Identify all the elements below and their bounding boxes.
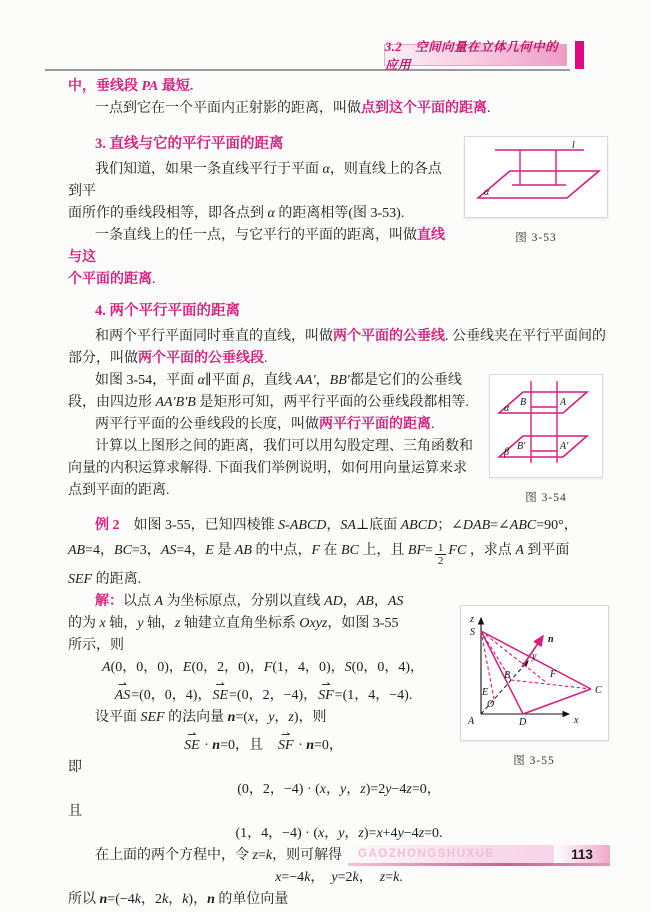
text-segment: =( [235,710,248,725]
text-segment: (0，2，−4) · ( [237,782,320,797]
text-segment: ， [274,710,289,725]
solution-left-column [68,591,458,779]
text-segment: x [319,782,327,797]
label-F: F [549,669,556,680]
text-segment: 的距离相等(图 3-53). [274,206,405,221]
text-segment: ；∠ [437,518,463,533]
chapter-section-banner [384,40,567,72]
text-segment: k [265,848,273,863]
text-segment: 我们知道，如果一条直线平行于平面 [95,162,323,177]
text-segment: . 公垂线夹在平行平面间的 [445,329,606,344]
text-segment: 直线与这 [68,228,445,265]
text-segment: 的距离. [92,572,142,587]
text-segment: AA′B′B [155,395,196,410]
text-segment: S-ABCD [278,518,327,533]
dot-product-line [68,729,458,757]
text-segment: 点到这个平面的距离 [361,101,487,116]
text-segment: · [200,738,213,753]
text-segment: . [152,272,156,287]
text-segment: 轴， [105,616,138,631]
equation-3 [68,867,610,889]
text-segment: · [294,738,307,753]
text-segment: BB′ [329,373,350,388]
text-segment: BF [407,543,426,558]
label-n: n [547,634,554,645]
text-line [68,613,458,635]
text-segment: 是 [213,543,235,558]
text-segment: . [264,351,268,366]
vector-symbol: SE ⇀ [183,735,201,757]
text-segment: 两平行平面的公垂线段的长度，叫做 [95,417,319,432]
text-segment: α [197,373,206,388]
text-segment: A [154,594,164,609]
solution-line-1 [68,591,458,613]
text-segment: z [174,616,181,631]
text-segment: ， [310,870,332,885]
text-segment: DAB [462,518,491,533]
footer-brand: GAOZHONGSHUXUE [358,848,495,860]
figure-3-53 [462,136,610,249]
text-segment: (0，0，0)， [110,660,183,675]
text-segment: 所示，则 [68,638,124,653]
text-segment: 一条直线上的任一点，与它平行的平面的距离，叫做 [95,228,417,243]
text-segment: =90°， [536,518,578,533]
text-segment: AA′ [295,373,316,388]
text-segment: β [243,373,250,388]
text-segment: (0，0，4)， [351,660,424,675]
text-segment: AB [68,543,86,558]
text-segment: y [137,616,144,631]
text-segment: 是矩形可知，两平行平面的公垂线段都相等. [195,395,469,410]
text-segment: =∠ [490,518,510,533]
section-3-heading: 3. 直线与它的平行平面的距离 [95,136,284,152]
vectors-line [68,679,458,707]
vector-symbol: SF ⇀ [317,685,335,707]
figure-3-53-drawing [468,140,604,206]
text-segment: z [379,870,386,885]
conclusion-line [68,889,610,911]
label-z: z [469,614,474,625]
text-segment: AD [324,594,343,609]
text-segment: 如图 3-54，平面 [95,373,198,388]
text-segment: y [340,782,347,797]
example-line-2 [68,537,610,569]
figure-3-53-caption: 图 3-53 [515,232,557,244]
text-segment: 的为 [68,616,100,631]
text-segment: 如图 3-55，已知四棱锥 [119,518,279,533]
text-segment: FC [448,543,467,558]
text-segment: 轴， [143,616,175,631]
equation-2 [68,823,610,845]
text-segment: z [406,782,412,797]
text-segment: Oxyz [299,616,328,631]
text-segment: A [102,660,111,675]
text-segment: 中，垂线段 [68,79,142,94]
text-segment: 和两个平行平面同时垂直的直线，叫做 [95,329,333,344]
text-segment: (1，4，0)， [272,660,345,675]
text-segment: = [385,870,394,885]
text-segment: . [487,101,491,116]
text-segment: 两个平面的公垂线段 [138,351,264,366]
page-header [45,36,610,76]
text-segment: 且 [68,804,82,819]
text-segment: x [275,870,282,885]
text-segment: −4 [403,826,419,841]
text-line [68,635,458,657]
page-footer [348,845,610,863]
text-segment: 计算以上图形之间的距离，我们可以用勾股定理、三角函数和 [95,439,473,454]
figure-3-54-drawing [493,378,599,466]
figure-3-54-caption: 图 3-54 [525,492,567,504]
text-segment: )，则 [293,710,327,725]
text-segment: F [263,660,273,675]
section-4 [68,300,610,511]
text-segment: ，如图 3-55 [327,616,399,631]
text-segment: =2 [337,870,353,885]
text-segment: . [399,870,403,885]
text-segment: ，则直线上的各点到平 [68,162,442,199]
example-line-3 [68,569,610,591]
page-number: 113 [554,845,610,863]
text-segment: =−4 [281,870,305,885]
text-segment: z [288,710,294,725]
label-l: l [572,140,575,151]
text-segment: ， [326,782,341,797]
label-B-prime: B′ [517,441,526,452]
text-segment: y [397,826,404,841]
text-segment: 最短. [158,79,194,94]
text-segment: ， [344,826,359,841]
label-beta: β [504,447,509,458]
text-segment: BC [114,543,132,558]
label-x: x [573,715,578,726]
text-segment: 以点 [123,594,155,609]
text-segment: F [311,543,321,558]
text-segment: ABCD [400,518,438,533]
text-segment: SEF [68,572,93,587]
text-segment: ， [315,373,330,388]
text-segment: y [385,782,392,797]
text-segment: ，求点 [466,543,516,558]
text-segment: AS [387,594,404,609]
text-segment: BC [341,543,359,558]
text-segment: =3， [131,543,161,558]
text-segment: SEF [140,710,165,725]
header-accent-bar [575,41,584,69]
text-segment: 段，由四边形 [68,395,156,410]
page-content [45,36,610,911]
section-4-heading: 4. 两个平行平面的距离 [95,303,240,319]
text-segment: ， [342,594,357,609]
text-segment: ， [326,518,341,533]
text-segment: y [331,870,338,885]
text-segment: 的法向量 [164,710,228,725]
text-segment: =4， [176,543,206,558]
text-segment: ABC [509,518,537,533]
label-A-prime: A′ [560,441,569,452]
vector-symbol: AS ⇀ [114,685,132,707]
text-segment: =(−4 [107,892,135,907]
figure-3-54-box [489,374,603,478]
text-segment: SA [340,518,356,533]
fraction: $\frac{1}{2}$ [435,542,447,567]
text-segment: =0，且 [220,738,277,753]
text-segment: ⊥底面 [355,518,401,533]
text-segment: k [134,892,141,907]
text-segment: )= [363,826,377,841]
figure-3-55 [458,591,610,772]
text-line [68,757,458,779]
text-segment: x [99,616,106,631]
text-segment: AB [234,543,252,558]
label-E: E [481,687,488,698]
text-segment: ， [346,782,361,797]
text-segment: =0， [314,738,343,753]
text-segment: . [431,417,435,432]
text-segment: k [161,892,169,907]
label-B: B [503,670,510,681]
text-segment: 点到平面的距离. [68,483,170,498]
vector-symbol: SE ⇀ [211,685,229,707]
equation-1 [68,779,610,801]
text-segment: 即 [68,760,82,775]
section-4-paragraph-1 [68,326,610,370]
text-segment: ∥平面 [205,373,243,388]
text-segment: 的中点， [251,543,312,558]
footer-rule [348,863,610,866]
text-segment: =0， [411,782,441,797]
text-segment: z [252,848,258,863]
text-segment: =0. [424,826,443,841]
text-segment: α [267,206,275,221]
text-segment: ， [168,892,183,907]
text-segment: 在 [320,543,342,558]
text-segment: = [257,848,266,863]
intro-line-1 [68,76,610,98]
label-D: D [518,717,526,728]
text-segment: ， [358,870,380,885]
text-segment: x [247,710,255,725]
text-segment: )=2 [365,782,386,797]
text-segment: ， [324,826,339,841]
text-line [68,269,610,291]
text-segment: =4， [85,543,115,558]
text-segment: n [227,710,236,725]
text-segment: y [338,826,345,841]
text-segment: n [207,892,215,907]
label-A: A [560,397,567,408]
figure-3-55-drawing [464,609,605,729]
text-segment: AS [160,543,177,558]
segment-BC [511,680,591,689]
figure-3-55-caption: 图 3-55 [513,755,555,767]
label-O: O [486,699,494,710]
body-text [68,76,610,911]
intro-line-2 [68,98,610,120]
figure-3-53-box [464,136,608,218]
text-line [68,707,458,729]
text-segment: k [304,870,311,885]
vector-symbol: SF ⇀ [277,735,295,757]
text-segment: 都是它们的公垂线 [349,373,462,388]
text-segment: 的单位向量 [214,892,289,907]
text-segment: 在上面的两个方程中，令 [95,848,253,863]
text-segment: 轴建立直角坐标系 [180,616,300,631]
figure-3-54 [482,374,610,509]
text-segment: ， [373,594,388,609]
text-segment: ，2 [140,892,162,907]
text-segment: 两平行平面的距离 [319,417,431,432]
text-line [68,801,610,823]
text-segment: z [358,826,364,841]
text-segment: ，直线 [249,373,296,388]
text-segment: E [182,660,192,675]
text-segment: =(0，0，4)， [131,688,212,703]
text-line [68,326,610,348]
text-segment: x [317,826,325,841]
text-segment: 上，且 [358,543,408,558]
text-segment: = [425,543,433,558]
text-segment: +4 [382,826,398,841]
text-segment: (0，2，0)， [191,660,264,675]
text-segment: k [182,892,189,907]
label-y: y [531,651,536,662]
text-segment: z [360,782,366,797]
text-segment: 个平面的距离 [68,272,152,287]
text-line [68,348,610,370]
text-segment: n [99,892,108,907]
text-segment: 所以 [68,892,100,907]
text-segment: ，则可解得 [272,848,343,863]
text-segment: −4 [391,782,407,797]
text-segment: (1，4，−4) · ( [235,826,318,841]
plane-alpha-shape [499,392,587,413]
text-segment: n [212,738,221,753]
text-segment: n [306,738,315,753]
text-segment: y [268,710,275,725]
solution-row [68,591,610,779]
segment-SF [481,631,547,683]
example-2 [68,515,610,591]
text-segment: A [515,543,524,558]
text-segment: α [322,162,330,177]
text-segment: E [205,543,214,558]
text-segment: =(0，2，−4)， [229,688,318,703]
plane-beta-shape [499,436,587,457]
intro-paragraphs [68,76,610,120]
text-segment: 面所作的垂线段相等，即各点到 [68,206,268,221]
section-3 [68,133,610,291]
example-line-1 [68,515,610,537]
text-segment: 为坐标原点，分别以直线 [163,594,325,609]
label-alpha: α [484,187,490,198]
label-alpha: α [504,403,510,414]
text-segment: k [393,870,400,885]
text-segment: =(1，4，−4). [334,688,413,703]
text-segment: 部分，叫做 [68,351,138,366]
edge-DC [523,689,591,714]
chapter-section-title: 3.2 空间向量在立体几何中的应用 [385,40,559,72]
text-segment: 向量的内积运算求解得. 下面我们举例说明，如何用向量运算来求 [68,461,467,476]
label-B: B [520,397,527,408]
text-segment: z [418,826,425,841]
figure-3-55-box [460,605,609,741]
text-segment: AB [356,594,374,609]
text-segment: PA [141,79,159,94]
text-segment: S [344,660,352,675]
text-segment: 到平面 [523,543,570,558]
label-C: C [594,685,602,696]
label-A: A [467,716,474,727]
text-segment: 解： [95,594,123,609]
text-segment: 一点到它在一个平面内正射影的距离，叫做 [95,101,361,116]
text-segment: 例 2 [95,518,120,533]
text-segment: 设平面 [95,710,141,725]
text-segment: k [352,870,359,885]
text-segment: x [376,826,383,841]
text-segment: ， [254,710,269,725]
text-segment: 两个平面的公垂线 [333,329,445,344]
text-segment: )， [188,892,208,907]
label-S: S [469,627,475,638]
